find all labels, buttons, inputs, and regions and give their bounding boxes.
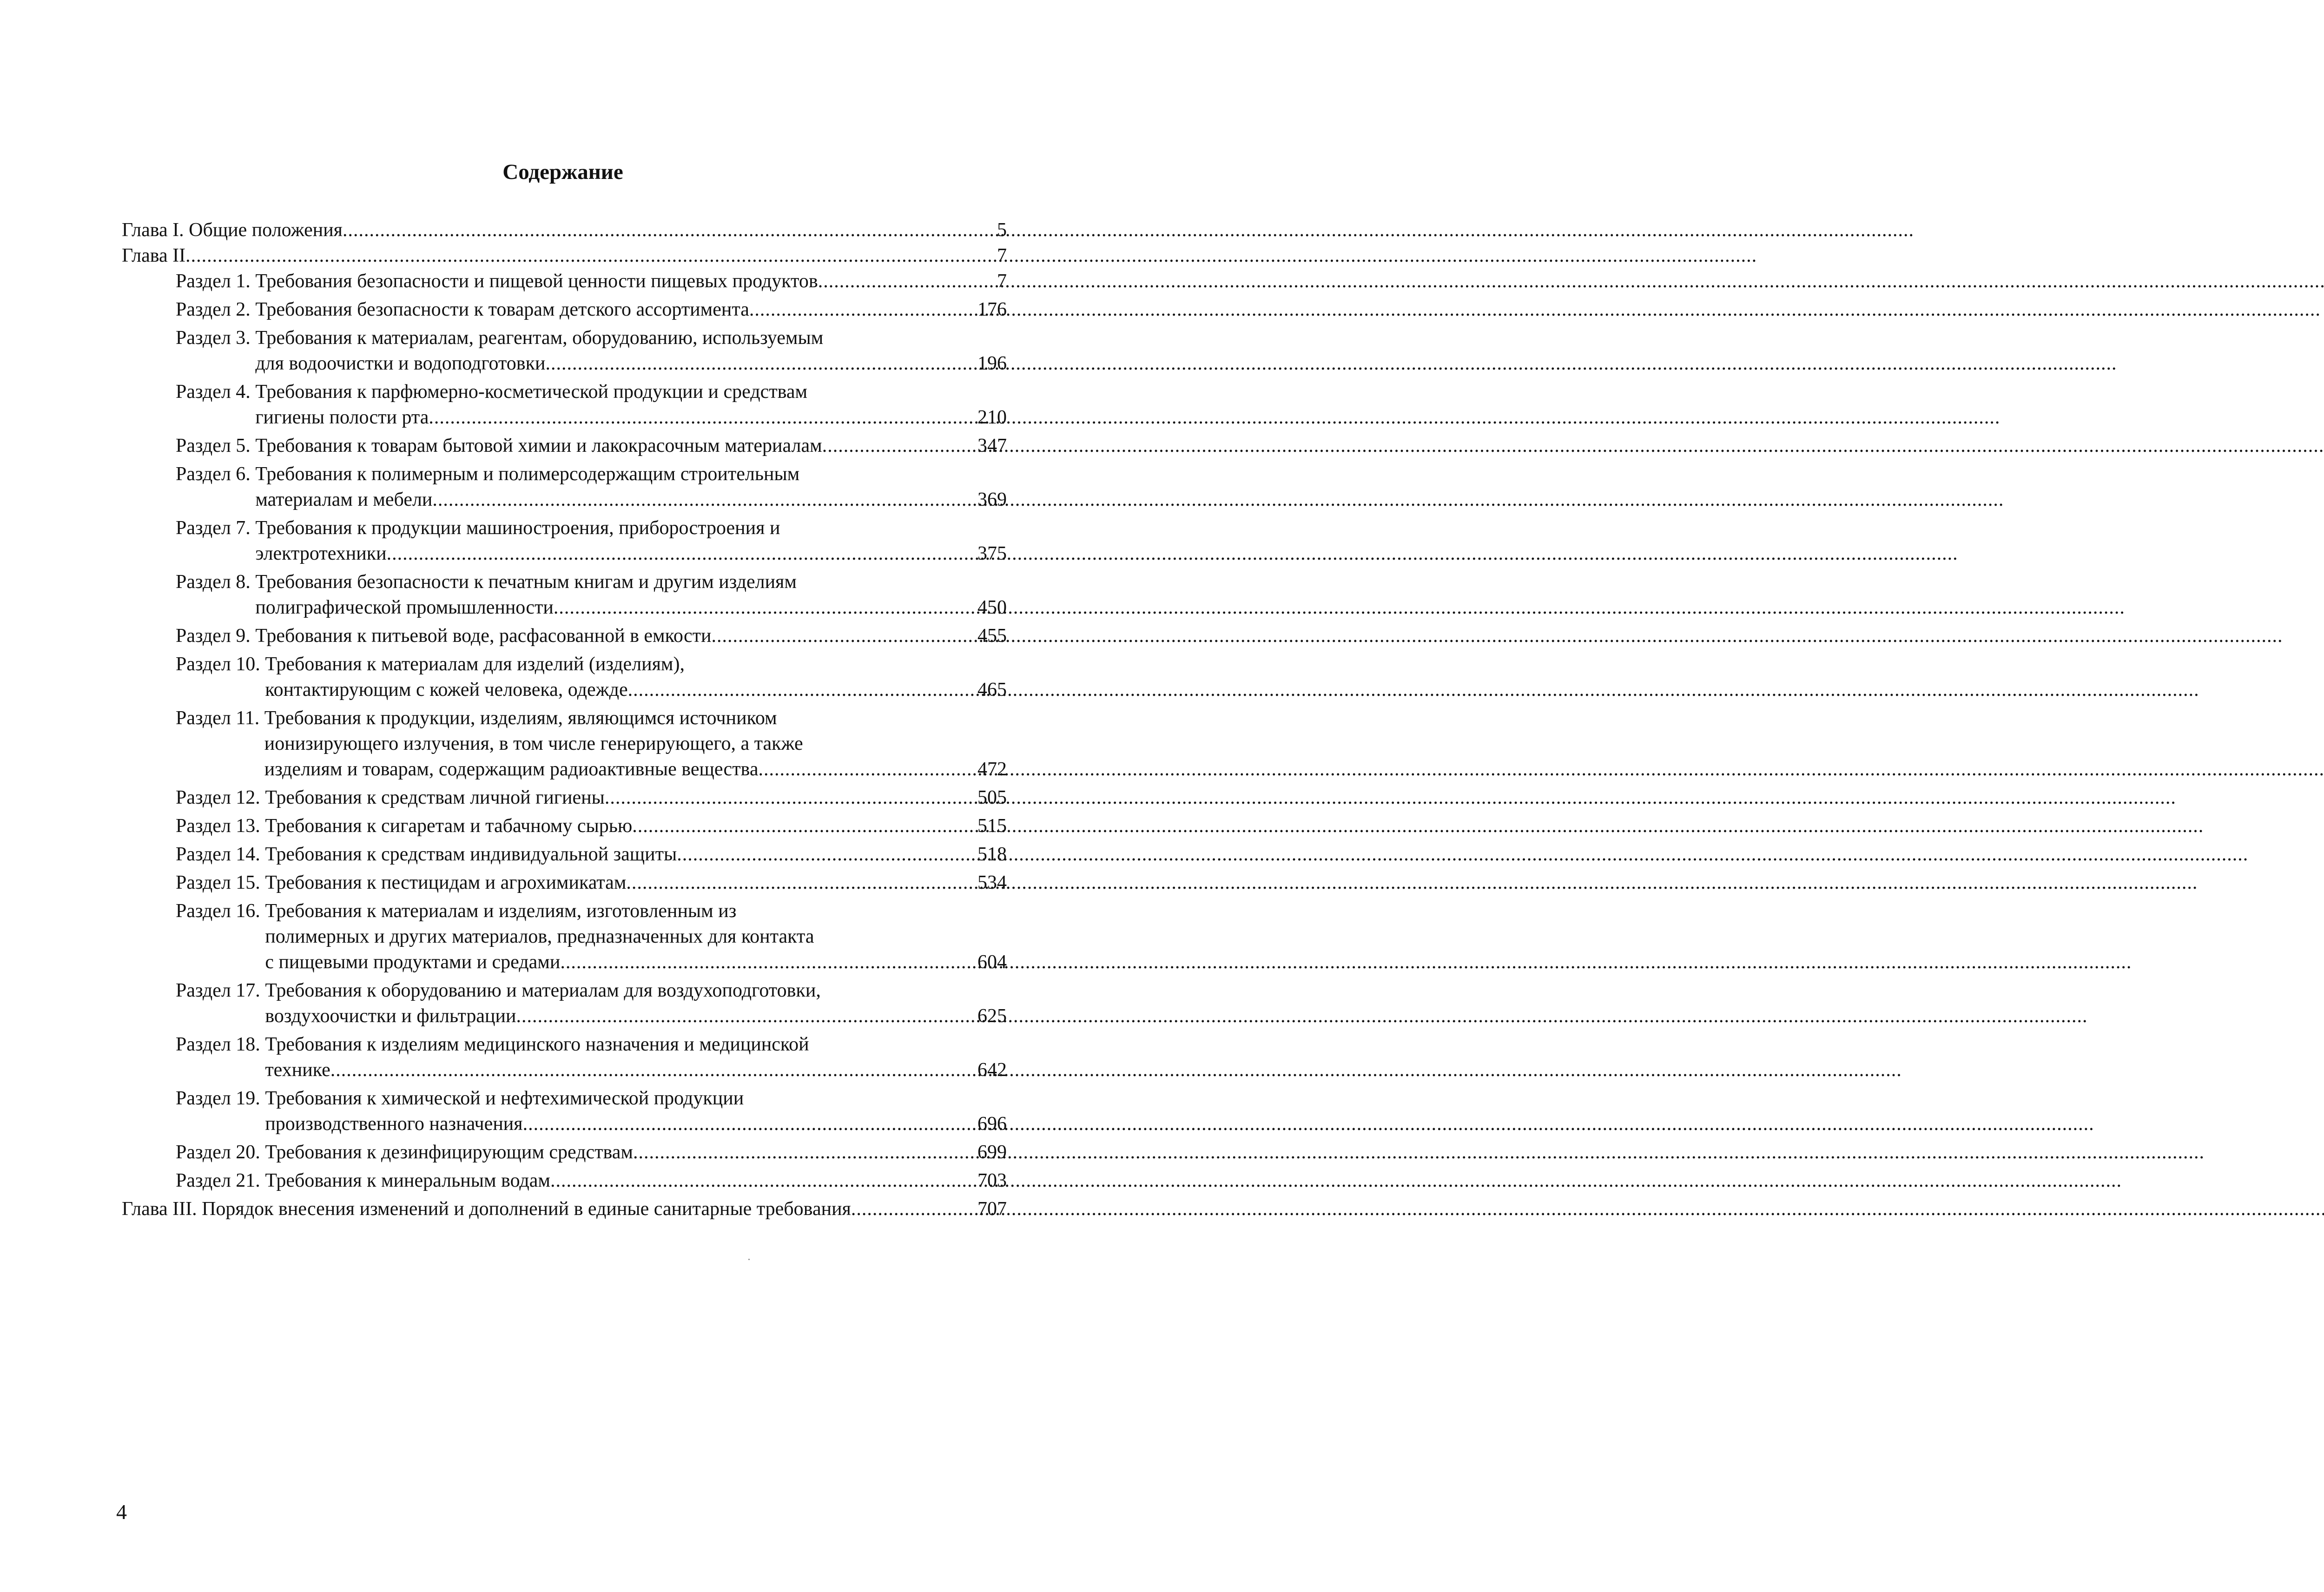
section-label: Раздел 9. [176,625,256,647]
toc-entry-text: Требования к питьевой воде, расфасованной в емкости [255,625,712,647]
toc-entry-body [264,706,1007,782]
dot-leader [851,1196,977,1222]
toc-page-number: 7 [997,271,1007,292]
toc-entry-text: Требования к товарам бытовой химии и лакокрасочным материалам [255,435,822,456]
section-label: Раздел 6. [176,463,256,485]
toc-entry [122,623,1007,649]
toc-entry-text: Требования безопасности к товарам детского ассортимента [255,299,749,320]
toc-line [255,351,1007,377]
toc-entry [122,515,1007,567]
section-label: Раздел 16. [176,900,265,922]
toc-entry-text: контактирующим с кожей человека, одежде [265,679,628,700]
toc-entry-text: Требования к продукции, изделиям, являющимся источником [264,707,777,729]
toc-page-number: 703 [977,1170,1007,1191]
toc-line [265,842,1007,867]
toc-page-number: 210 [977,407,1007,428]
toc-entry [122,379,1007,430]
toc-entry-body [255,623,1007,649]
toc-entry-text: Требования к дезинфицирующим средствам [265,1142,633,1163]
toc-entry-text: Глава II [122,245,186,266]
toc-line [264,757,1007,782]
toc-entry-body [265,870,1007,896]
toc-entry-body [265,1140,1007,1165]
toc-entry [122,652,1007,703]
toc-page-number: 696 [977,1113,1007,1135]
toc-entry-body [265,652,1007,703]
toc-page-number: 642 [977,1059,1007,1081]
toc-entry-text: с пищевыми продуктами и средами [265,951,561,973]
dot-leader [822,433,977,459]
toc-page-number: 472 [977,759,1007,780]
toc-entry-text: материалам и мебели [255,489,433,510]
toc-line [265,898,1007,924]
toc-entry-text: производственного назначения [265,1113,523,1135]
section-label: Раздел 15. [176,872,265,893]
toc-line [265,677,1007,703]
section-label: Раздел 1. [176,271,256,292]
toc-entry [122,842,1007,867]
dot-leader [330,1057,977,1083]
toc-entry [122,978,1007,1029]
toc-page-number: 5 [997,219,1007,241]
toc-line [265,978,1007,1004]
toc-page-number: 518 [977,844,1007,865]
toc-line [264,731,1007,757]
section-label: Раздел 20. [176,1142,265,1163]
toc-entry-text: технике [265,1059,330,1081]
toc-entry [122,1168,1007,1194]
toc-entry-body [255,325,1007,377]
toc-entry-text: Требования к средствам индивидуальной защиты [265,844,677,865]
toc-line [255,487,1007,513]
toc-line [265,652,1007,677]
toc-entry-text: Требования к пестицидам и агрохимикатам [265,872,627,893]
toc-entry-body [265,1086,1007,1137]
toc-entry-text: Требования к полимерным и полимерсодержащим строительным [255,463,800,485]
toc-entry-text: Требования к материалам и изделиям, изготовленным из [265,900,737,922]
toc-page-number: 515 [977,815,1007,837]
toc-page-number: 176 [977,299,1007,320]
toc-line [255,623,1007,649]
dot-leader [560,950,977,975]
section-label: Раздел 21. [176,1170,265,1191]
dot-leader [516,1004,977,1029]
toc-line [265,924,1007,950]
section-label: Раздел 8. [176,571,256,593]
section-label: Раздел 11. [176,707,264,729]
dot-leader [711,623,977,649]
toc-entry [122,462,1007,513]
toc-page-number: 7 [997,245,1007,266]
section-label: Раздел 19. [176,1088,265,1109]
scan-speck [748,1259,750,1260]
toc-entry-body [265,813,1007,839]
toc-entry-text: Требования к продукции машиностроения, приборостроения и [255,517,780,539]
toc-entry-text: изделиям и товарам, содержащим радиоактивные вещества [264,759,759,780]
toc-page-number: 455 [977,625,1007,647]
dot-leader [550,1168,977,1194]
toc-page-number: 505 [977,787,1007,808]
toc-page-number: 604 [977,951,1007,973]
toc-line [265,1140,1007,1165]
toc-page-number: 347 [977,435,1007,456]
toc-entry [122,218,1007,243]
toc-entry [122,269,1007,294]
toc-line [122,218,1007,243]
toc-entry [122,870,1007,896]
toc-line [255,297,1007,323]
toc-line [265,950,1007,975]
toc-line [265,785,1007,811]
toc-page-number: 625 [977,1005,1007,1027]
toc-entry-body [255,297,1007,323]
toc-line [265,1057,1007,1083]
toc-entry-body [255,515,1007,567]
toc-entry [122,813,1007,839]
toc-entry [122,243,1007,269]
dot-leader [343,218,996,243]
toc-page-number: 196 [977,353,1007,374]
toc-entry-body [255,433,1007,459]
toc-line [255,515,1007,541]
toc-entry-text: Требования к материалам для изделий (изделиям), [265,654,685,675]
toc-entry-text: Глава III. Порядок внесения изменений и дополнений в единые санитарные требования [122,1198,851,1220]
page-title: Содержание [502,160,623,184]
toc-entry-text: Требования к сигаретам и табачному сырью [265,815,633,837]
toc-entry-body [255,379,1007,430]
toc-entry-text: ионизирующего излучения, в том числе генерирующего, а также [264,733,803,754]
toc-entry [122,1196,1007,1222]
toc-page-number: 699 [977,1142,1007,1163]
section-label: Раздел 4. [176,381,256,403]
section-label: Раздел 13. [176,815,265,837]
dot-leader [387,541,977,567]
toc-entry-text: полимерных и других материалов, предназначенных для контакта [265,926,814,947]
dot-leader [546,351,977,377]
toc-line [265,870,1007,896]
toc-entry [122,297,1007,323]
section-label: Раздел 7. [176,517,256,539]
dot-leader [749,297,977,323]
toc-line [255,569,1007,595]
toc-line [255,269,1007,294]
toc-entry [122,898,1007,975]
toc-line [265,1168,1007,1194]
dot-leader [185,243,996,269]
section-label: Раздел 10. [176,654,265,675]
toc-entry [122,785,1007,811]
toc-entry-text: Глава I. Общие положения [122,219,343,241]
toc-line [265,1004,1007,1029]
toc-page-number: 450 [977,597,1007,618]
dot-leader [628,677,977,703]
toc-entry-body [122,1196,1007,1222]
toc-entry-text: Требования безопасности к печатным книгам и другим изделиям [255,571,797,593]
toc-entry-text: Требования к минеральным водам [265,1170,550,1191]
section-label: Раздел 17. [176,980,265,1001]
toc-line [255,433,1007,459]
dot-leader [758,757,977,782]
section-label: Раздел 12. [176,787,265,808]
dot-leader [429,405,977,430]
dot-leader [605,785,977,811]
toc-entry-body [265,1032,1007,1083]
toc-entry-text: Требования к материалам, реагентам, оборудованию, используемым [255,327,824,349]
dot-leader [632,813,977,839]
dot-leader [554,595,977,621]
toc-line [265,1086,1007,1111]
toc-entry-text: Требования к химической и нефтехимической продукции [265,1088,744,1109]
toc-line [265,1111,1007,1137]
toc-entry-body [265,898,1007,975]
toc-entry-body [265,842,1007,867]
toc-entry-body [265,1168,1007,1194]
toc-entry-text: гигиены полости рта [255,407,429,428]
toc-line [255,462,1007,487]
toc-entry-body [265,978,1007,1029]
toc-line [265,1032,1007,1057]
toc-line [264,706,1007,731]
toc-entry [122,433,1007,459]
page-number: 4 [116,1500,127,1524]
toc-entry-body [255,462,1007,513]
toc-page-number: 375 [977,543,1007,564]
toc-line [255,405,1007,430]
toc-entry-text: Требования к изделиям медицинского назначения и медицинской [265,1034,809,1055]
toc-entry-body [265,785,1007,811]
toc-entry-text: для водоочистки и водоподготовки [255,353,546,374]
toc-page-number: 534 [977,872,1007,893]
toc-line [255,325,1007,351]
toc-line [255,379,1007,405]
toc-line [255,541,1007,567]
toc-entry [122,569,1007,621]
toc-entry-text: воздухоочистки и фильтрации [265,1005,516,1027]
toc-entry-body [122,243,1007,269]
toc-line [255,595,1007,621]
dot-leader [818,269,996,294]
table-of-contents [122,218,1007,1222]
toc-entry [122,1086,1007,1137]
toc-entry-text: электротехники [255,543,387,564]
toc-line [265,813,1007,839]
toc-page-number: 465 [977,679,1007,700]
section-label: Раздел 3. [176,327,256,349]
toc-entry [122,1032,1007,1083]
toc-entry [122,706,1007,782]
toc-entry-text: Требования к парфюмерно-косметической продукции и средствам [255,381,808,403]
toc-line [122,1196,1007,1222]
toc-entry-text: полиграфической промышленности [255,597,554,618]
toc-entry-text: Требования к оборудованию и материалам для воздухоподготовки, [265,980,821,1001]
section-label: Раздел 18. [176,1034,265,1055]
toc-entry-body [255,269,1007,294]
toc-entry-body [122,218,1007,243]
toc-entry-text: Требования безопасности и пищевой ценности пищевых продуктов [255,271,818,292]
dot-leader [432,487,977,513]
dot-leader [626,870,977,896]
toc-page-number: 369 [977,489,1007,510]
toc-line [122,243,1007,269]
dot-leader [523,1111,977,1137]
toc-entry [122,1140,1007,1165]
toc-page-number: 707 [977,1198,1007,1220]
dot-leader [633,1140,977,1165]
section-label: Раздел 2. [176,299,256,320]
toc-entry-body [255,569,1007,621]
section-label: Раздел 14. [176,844,265,865]
section-label: Раздел 5. [176,435,256,456]
toc-entry-text: Требования к средствам личной гигиены [265,787,605,808]
toc-entry [122,325,1007,377]
dot-leader [677,842,977,867]
